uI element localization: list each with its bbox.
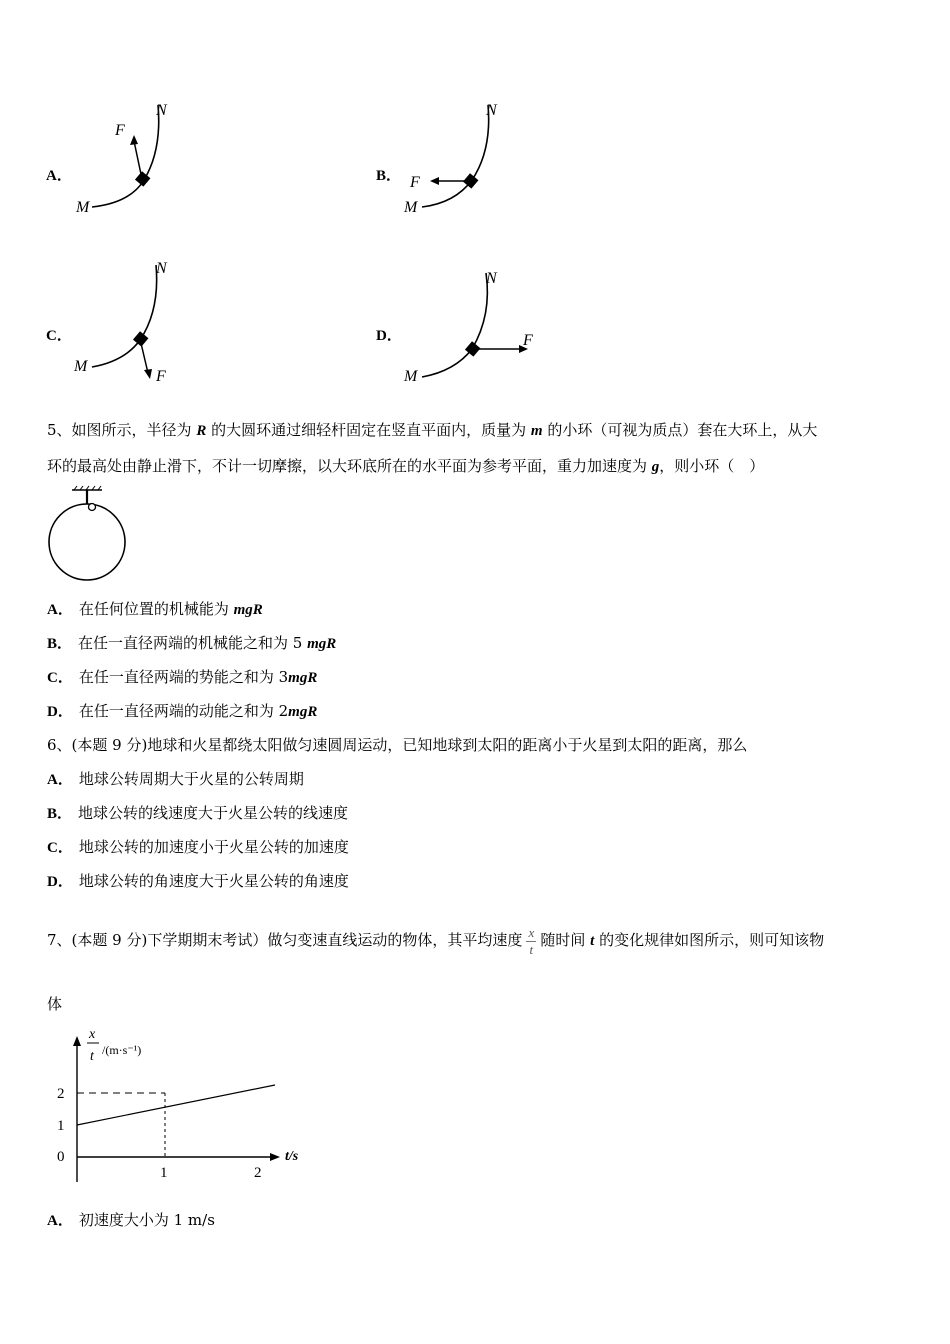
x-label: t/s <box>285 1149 299 1164</box>
option-d-diagram <box>400 265 550 390</box>
q6-option-d[interactable]: D． 地球公转的角速度大于火星公转的角速度 <box>47 872 349 890</box>
q5-option-b[interactable]: B． 在任一直径两端的机械能之和为 5 mgR <box>47 634 337 652</box>
end-label: N <box>156 102 167 119</box>
series-line <box>77 1085 275 1125</box>
start-label: M <box>404 368 418 385</box>
start-label: M <box>76 199 90 216</box>
q5-stem-line2: 环的最高处由静止滑下，不计一切摩擦，以大环底所在的水平面为参考平面，重力加速度为 g，则小环（ ） <box>47 457 765 475</box>
avg-velocity-fraction: $\frac{x}{t}$ <box>526 926 536 957</box>
origin-label: 0 <box>57 1149 65 1165</box>
q5-stem-line1: 5、如图所示，半径为 R 的大圆环通过细轻杆固定在竖直平面内，质量为 m 的小环（可视为质点）套在大环上，从大 <box>47 421 818 439</box>
end-label: N <box>156 260 167 277</box>
x-axis-arrow <box>270 1153 280 1161</box>
q7-stem-line2: 体 <box>47 995 63 1013</box>
option-a-diagram <box>70 95 190 220</box>
q7-stem-line1: 7、(本题 9 分)下学期期末考试）做匀变速直线运动的物体，其平均速度 $\frac{x}{t}$ 随时间 t 的变化规律如图所示，则可知该物 <box>47 924 825 957</box>
q5-option-c[interactable]: C． 在任一直径两端的势能之和为 3mgR <box>47 668 318 686</box>
y-label-unit: /(m·s⁻¹) <box>102 1043 142 1057</box>
q6-stem: 6、(本题 9 分)地球和火星都绕太阳做匀速圆周运动，已知地球到太阳的距离小于火星到太阳的距离，那么 <box>47 736 748 754</box>
y-axis-arrow <box>73 1036 81 1046</box>
q6-option-c[interactable]: C． 地球公转的加速度小于火星公转的加速度 <box>47 838 349 856</box>
y-label-den: t <box>90 1049 94 1064</box>
y-tick-label: 1 <box>57 1118 65 1134</box>
end-label: N <box>486 102 497 119</box>
force-label: F <box>523 332 533 349</box>
y-label-num: x <box>89 1027 96 1042</box>
option-b-label: B． <box>376 168 402 184</box>
q5-option-d[interactable]: D． 在任一直径两端的动能之和为 2mgR <box>47 702 318 720</box>
ring-diagram <box>44 484 134 584</box>
q7-option-a[interactable]: A． 初速度大小为 1 m/s <box>47 1211 215 1229</box>
force-label: F <box>115 122 125 139</box>
option-c-label: C． <box>46 328 72 344</box>
start-label: M <box>74 358 88 375</box>
q5-option-a[interactable]: A． 在任何位置的机械能为 mgR <box>47 600 263 618</box>
option-d-label: D． <box>376 328 402 344</box>
option-c-diagram <box>70 255 190 385</box>
option-b-diagram <box>400 95 520 220</box>
y-tick-label: 2 <box>57 1086 65 1102</box>
x-tick-label: 2 <box>254 1165 262 1181</box>
end-label: N <box>486 270 497 287</box>
start-label: M <box>404 199 418 216</box>
option-a-label: A． <box>46 168 72 184</box>
x-tick-label: 1 <box>160 1165 168 1181</box>
q6-option-b[interactable]: B． 地球公转的线速度大于火星公转的线速度 <box>47 804 349 822</box>
force-label: F <box>156 368 166 385</box>
force-label: F <box>410 174 420 191</box>
velocity-time-chart <box>40 1022 330 1192</box>
q6-option-a[interactable]: A． 地球公转周期大于火星的公转周期 <box>47 770 304 788</box>
